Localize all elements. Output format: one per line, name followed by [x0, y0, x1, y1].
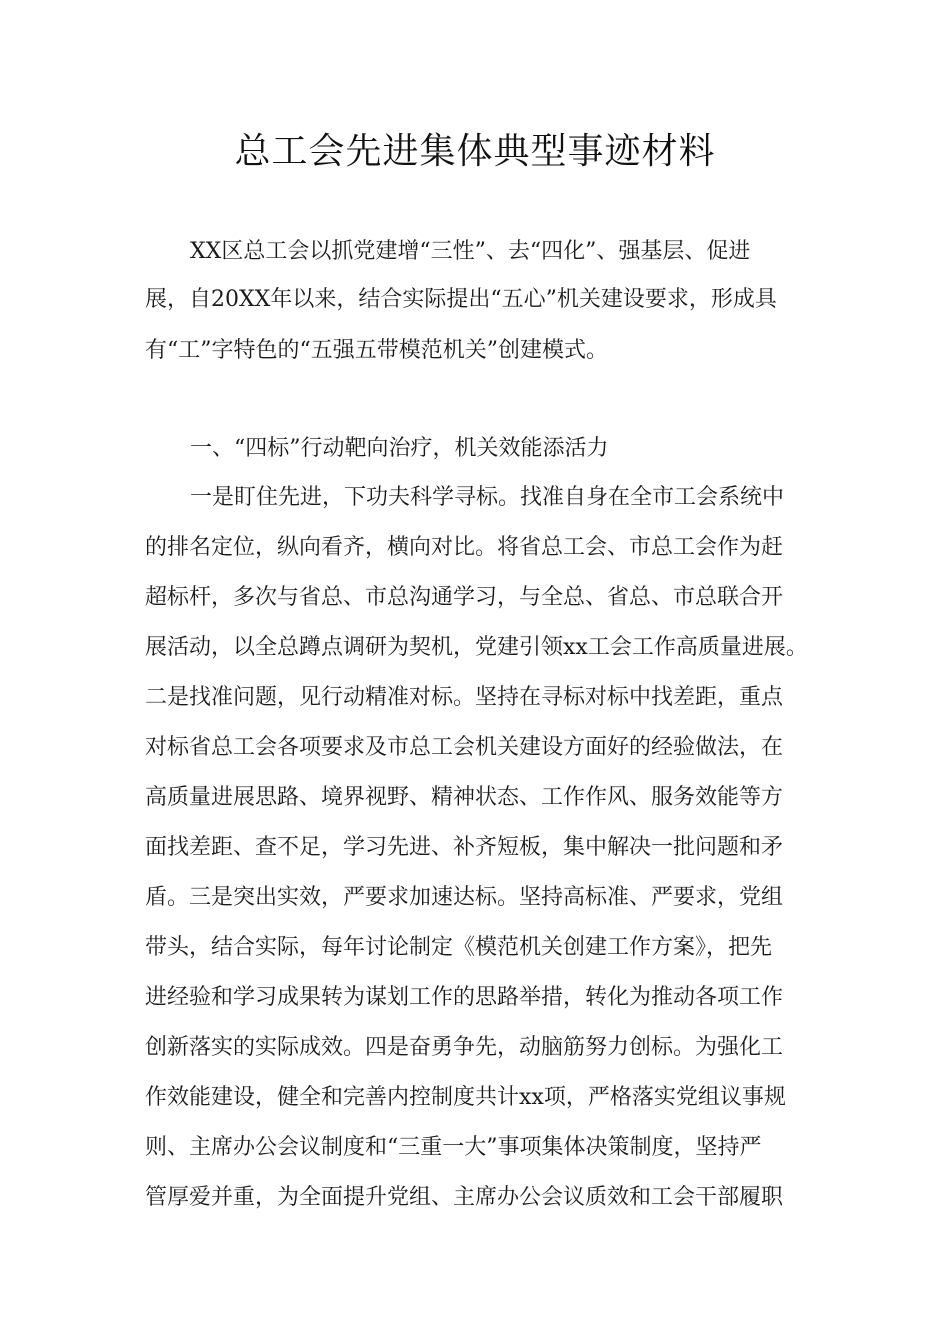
paragraph-line: 的排名定位，纵向看齐，横向对比。将省总工会、市总工会作为赶 — [145, 535, 784, 560]
document-title: 总工会先进集体典型事迹材料 — [234, 131, 716, 172]
paragraph-line: 一是盯住先进，下功夫科学寻标。找准自身在全市工会系统中 — [190, 485, 785, 510]
paragraph-line: 展活动，以全总蹲点调研为契机，党建引领xx工会工作高质量进展。 — [145, 635, 808, 660]
paragraph-line: 有“工”字特色的“五强五带模范机关”创建模式。 — [145, 338, 608, 363]
paragraph-line: 盾。三是突出实效，严要求加速达标。坚持高标准、严要求，党组 — [145, 885, 784, 910]
paragraph-line: 作效能建设，健全和完善内控制度共计xx项，严格落实党组议事规 — [145, 1085, 786, 1110]
paragraph-line: 高质量进展思路、境界视野、精神状态、工作作风、服务效能等方 — [145, 785, 784, 810]
paragraph-line: 超标杆，多次与省总、市总沟通学习，与全总、省总、市总联合开 — [145, 585, 784, 610]
paragraph-line: 带头，结合实际，每年讨论制定《模范机关创建工作方案》，把先 — [145, 935, 773, 960]
paragraph-line: 管厚爱并重，为全面提升党组、主席办公会议质效和工会干部履职 — [145, 1185, 784, 1210]
section-heading: 一、“四标”行动靶向治疗，机关效能添活力 — [190, 436, 609, 461]
paragraph-line: 进经验和学习成果转为谋划工作的思路举措，转化为推动各项工作 — [145, 985, 784, 1010]
paragraph-line: 展，自20XX年以来，结合实际提出“五心”机关建设要求，形成具 — [145, 287, 777, 312]
paragraph-line: 创新落实的实际成效。四是奋勇争先，动脑筋努力创标。为强化工 — [145, 1035, 784, 1060]
paragraph-line: 则、主席办公会议制度和“三重一大”事项集体决策制度，坚持严 — [145, 1135, 762, 1160]
paragraph-line: 二是找准问题，见行动精准对标。坚持在寻标对标中找差距，重点 — [145, 685, 784, 710]
paragraph-line: XX区总工会以抓党建增“三性”、去“四化”、强基层、促进 — [190, 239, 751, 264]
paragraph-line: 面找差距、查不足，学习先进、补齐短板，集中解决一批问题和矛 — [145, 835, 784, 860]
paragraph-line: 对标省总工会各项要求及市总工会机关建设方面好的经验做法，在 — [145, 735, 784, 760]
